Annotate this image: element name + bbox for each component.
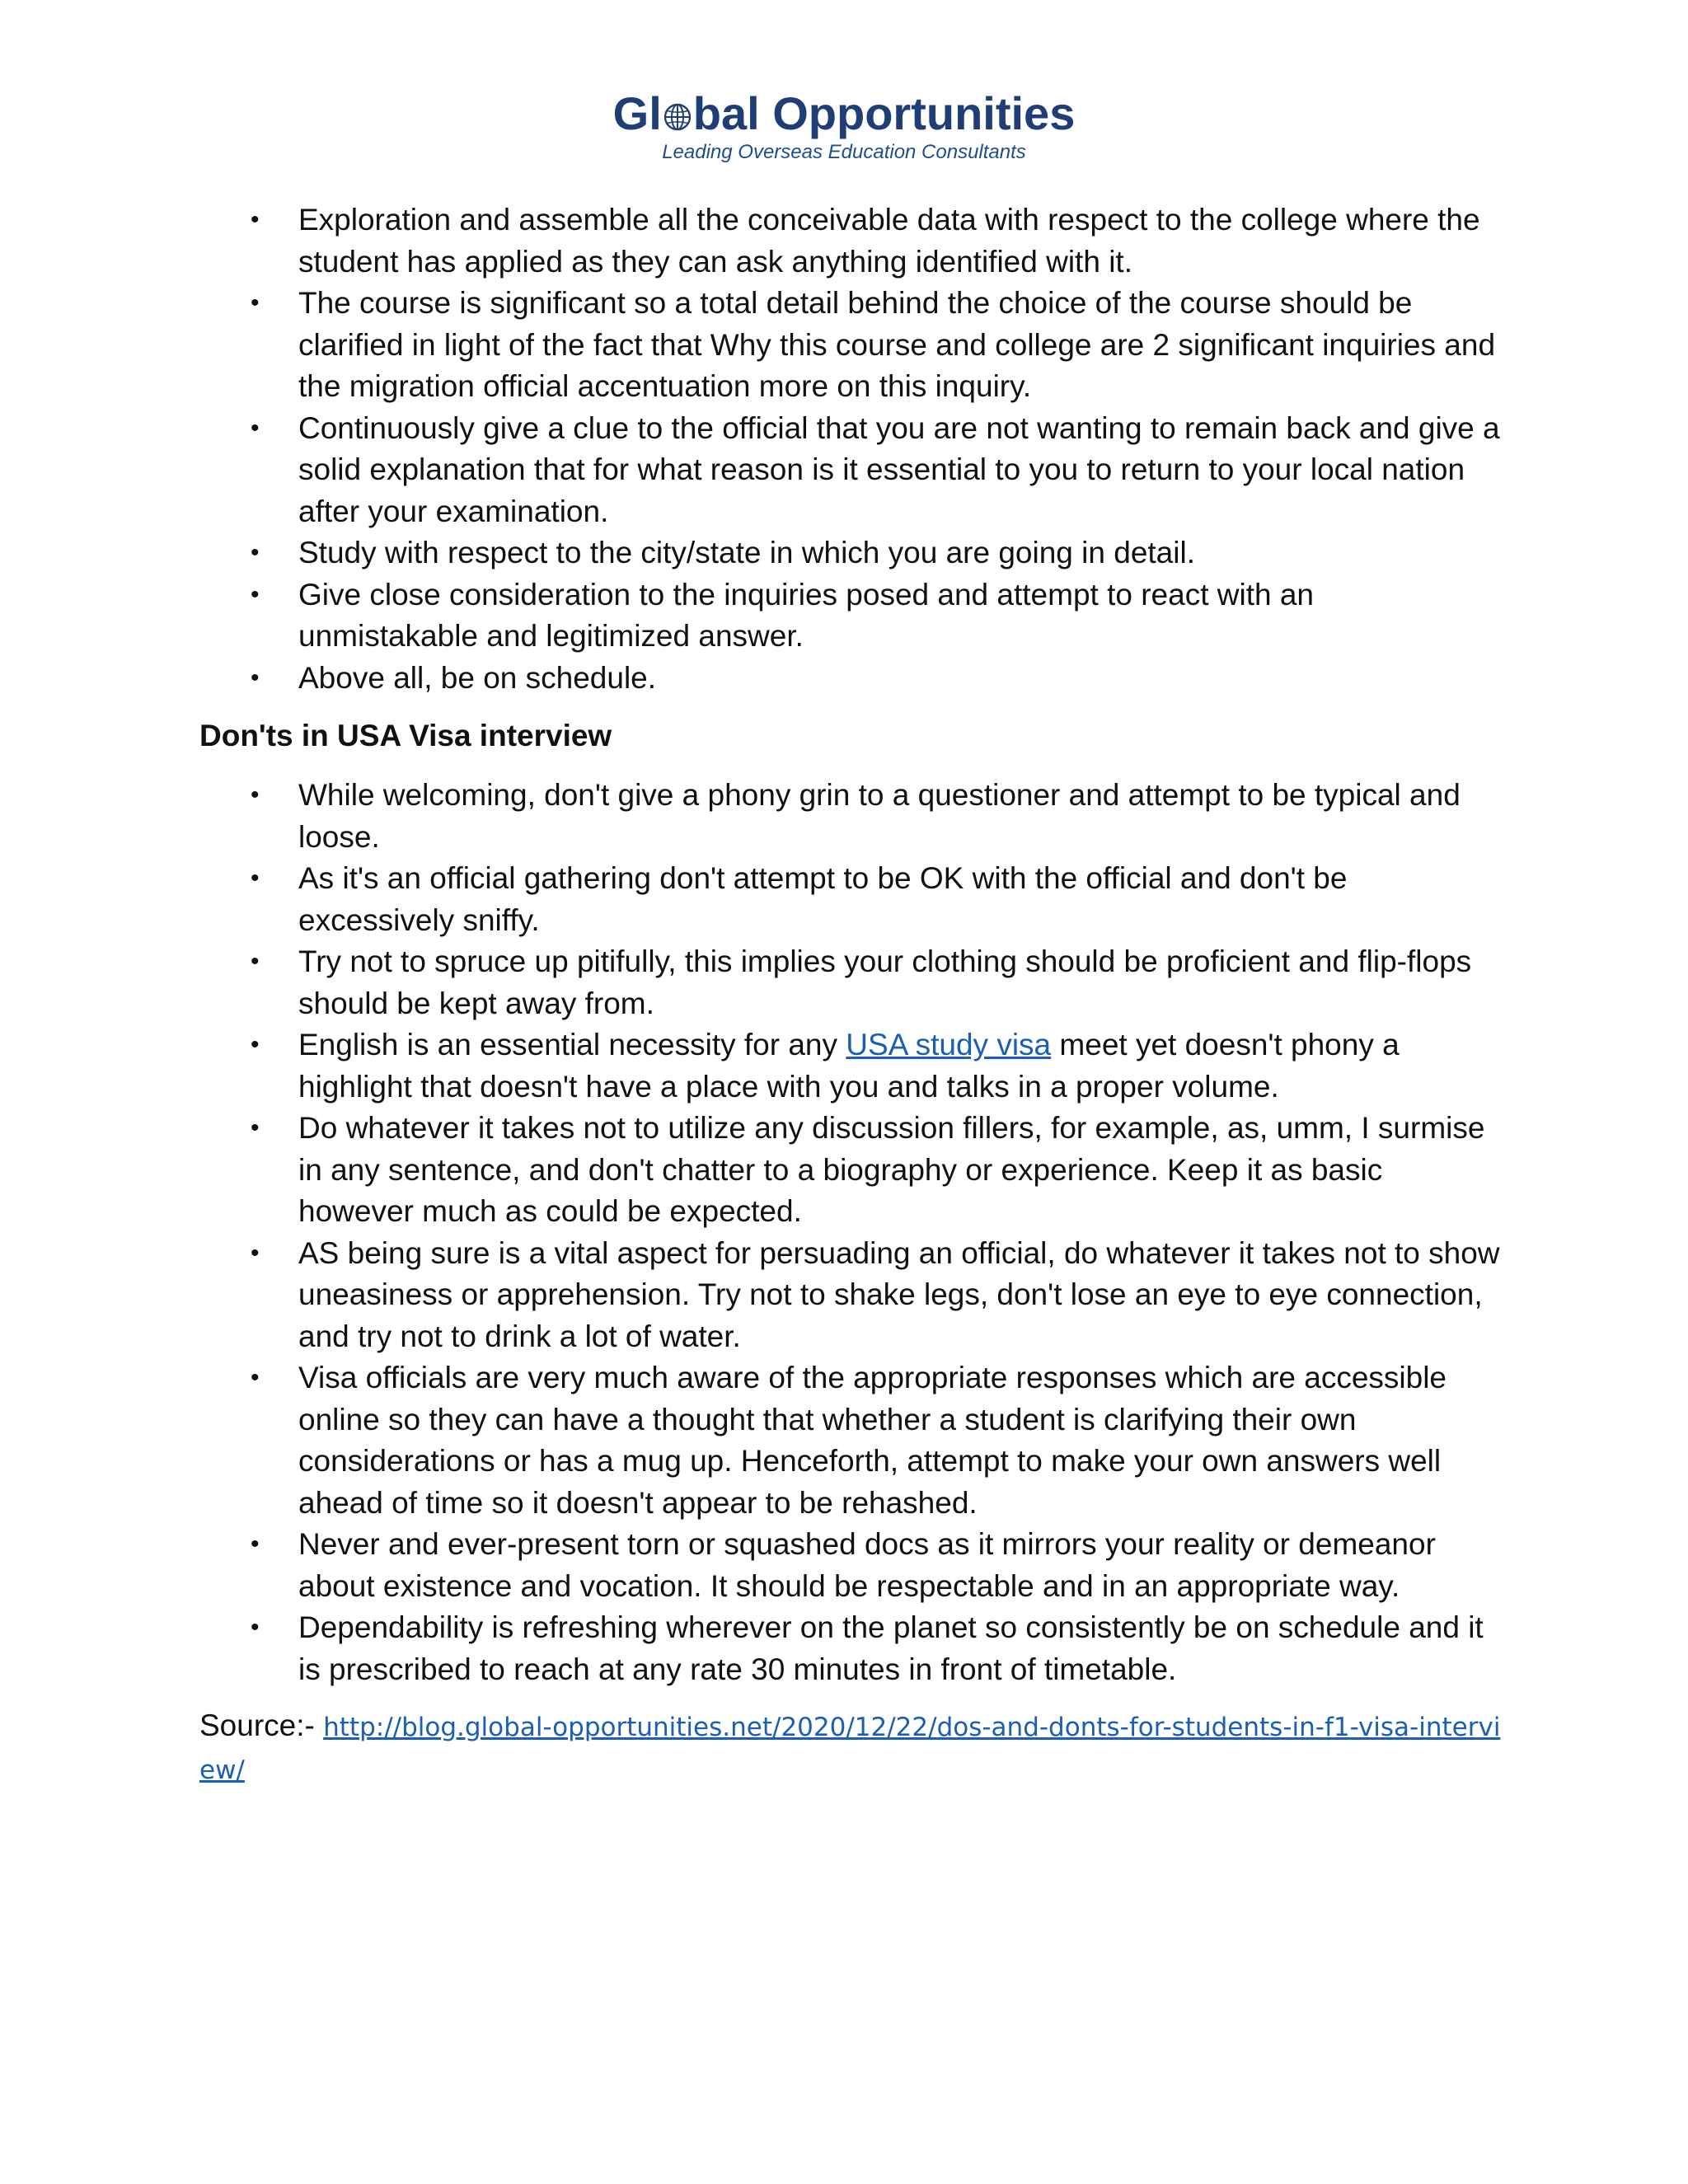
bullet-icon: • — [251, 539, 260, 566]
list-item: • As it's an official gathering don't attempt to be OK with the official and don't be excessively sniffy. — [199, 858, 1502, 941]
bullet-icon: • — [251, 1031, 260, 1058]
bullet-icon: • — [251, 781, 260, 808]
usa-study-visa-link[interactable]: USA study visa — [846, 1028, 1052, 1062]
list-item: • Continuously give a clue to the official that you are not wanting to remain back and give a solid explanation that for what reason is it essential to you to return to your local nation after your examination. — [199, 408, 1502, 533]
list-item: • English is an essential necessity for any USA study visa meet yet doesn't phony a highlight that doesn't have a place with you and talks in a proper volume. — [199, 1024, 1502, 1108]
donts-list — [199, 775, 1502, 1690]
bullet-icon: • — [251, 1364, 260, 1391]
logo-title-part2: bal Opportunities — [692, 87, 1076, 139]
source-line — [199, 1705, 1502, 1791]
bullet-icon: • — [251, 1530, 260, 1558]
list-item: • Give close consideration to the inquiries posed and attempt to react with an unmistakable and legitimized answer. — [199, 574, 1502, 658]
logo — [0, 89, 1688, 165]
list-item: • Dependability is refreshing wherever on the planet so consistently be on schedule and it is prescribed to reach at any rate 30 minutes in front of timetable. — [199, 1607, 1502, 1690]
bullet-icon: • — [251, 289, 260, 316]
list-item: • The course is significant so a total detail behind the choice of the course should be clarified in light of the fact that Why this course and college are 2 significant inquiries and the migration official accentuation more on this inquiry. — [199, 283, 1502, 408]
bullet-icon: • — [251, 1114, 260, 1141]
source-label: Source:- — [199, 1708, 324, 1742]
list-item: • While welcoming, don't give a phony grin to a questioner and attempt to be typical and loose. — [199, 775, 1502, 858]
bullet-icon: • — [251, 865, 260, 892]
bullet-icon: • — [251, 948, 260, 975]
bullet-icon: • — [251, 580, 260, 608]
bullet-icon: • — [251, 1614, 260, 1641]
list-item: • Never and ever-present torn or squashed docs as it mirrors your reality or demeanor about existence and vocation. It should be respectable and in an appropriate way. — [199, 1524, 1502, 1607]
list-item: • Visa officials are very much aware of the appropriate responses which are accessible online so they can have a thought that whether a student is clarifying their own considerations or has a mug up. Henceforth, attempt to make your own answers well ahead of time so it doesn't appear to be rehashed. — [199, 1357, 1502, 1524]
donts-heading: Don'ts in USA Visa interview — [199, 719, 612, 752]
bullet-icon: • — [251, 206, 260, 233]
list-item: • Try not to spruce up pitifully, this implies your clothing should be proficient and flip-flops should be kept away from. — [199, 941, 1502, 1024]
list-item: • Do whatever it takes not to utilize any discussion fillers, for example, as, umm, I surmise in any sentence, and don't chatter to a biography or experience. Keep it as basic however much as could be expected. — [199, 1108, 1502, 1233]
globe-icon — [663, 103, 692, 131]
list-item: • Above all, be on schedule. — [199, 658, 1502, 700]
logo-tagline: Leading Overseas Education Consultants — [662, 141, 1026, 163]
dos-list — [199, 199, 1502, 699]
logo-title — [613, 89, 1076, 138]
source-link[interactable]: http://blog.global-opportunities.net/2020/12/22/dos-and-donts-for-students-in-f1-visa-interview/ — [199, 1713, 1501, 1785]
list-item: • Study with respect to the city/state in which you are going in detail. — [199, 532, 1502, 574]
bullet-icon: • — [251, 414, 260, 442]
main-content — [199, 199, 1502, 1791]
logo-title-part1: Gl — [612, 87, 662, 139]
list-item: • Exploration and assemble all the conceivable data with respect to the college where the student has applied as they can ask anything identified with it. — [199, 199, 1502, 283]
list-item: • AS being sure is a vital aspect for persuading an official, do whatever it takes not to show uneasiness or apprehension. Try not to shake legs, don't lose an eye to eye connection, and try not to drink a lot of water. — [199, 1233, 1502, 1358]
bullet-icon: • — [251, 1239, 260, 1267]
bullet-icon: • — [251, 663, 260, 691]
